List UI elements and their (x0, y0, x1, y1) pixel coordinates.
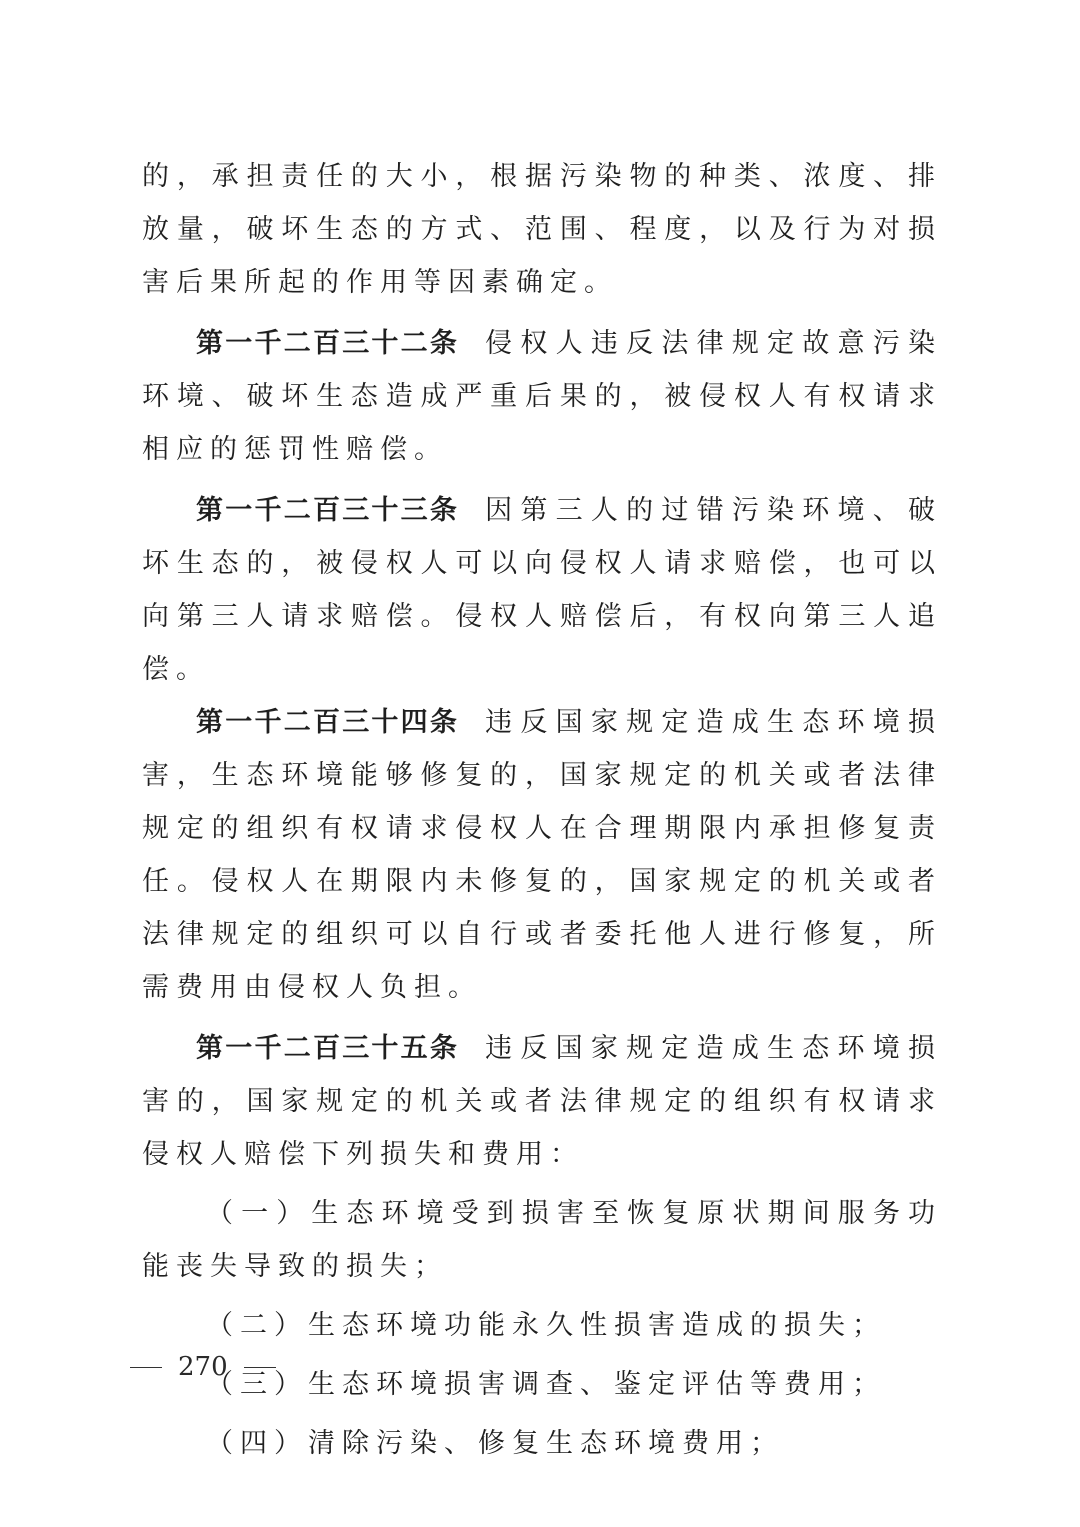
article-heading: 第一千二百三十五条 (196, 1033, 460, 1064)
page-number: 270 (178, 1352, 228, 1382)
article-text: 因第三人的过错污染环境、破坏生态的，被侵权人可以向侵权人请求赔偿，也可以向第三人请求赔偿。侵权人赔偿后，有权向第三人追偿。 (142, 495, 943, 685)
paragraph-text: 的，承担责任的大小，根据污染物的种类、浓度、排放量，破坏生态的方式、范围、程度，以及行为对损害后果所起的作用等因素确定。 (142, 161, 942, 298)
list-item: （一）生态环境受到损害至恢复原状期间服务功能丧失导致的损失； (142, 1198, 942, 1282)
article-text: 违反国家规定造成生态环境损害，生态环境能够修复的，国家规定的机关或者法律规定的组织有权请求侵权人在合理期限内承担修复责任。侵权人在期限内未修复的，国家规定的机关或者法律规定的组织可以自行或者委托他人进行修复，所需费用由侵权人负担。 (142, 707, 943, 1003)
article-text: 违反国家规定造成生态环境损害的，国家规定的机关或者法律规定的组织有权请求侵权人赔偿下列损失和费用： (142, 1033, 943, 1170)
footer-dash-right (244, 1367, 276, 1368)
article-heading: 第一千二百三十三条 (196, 495, 460, 526)
article-heading: 第一千二百三十二条 (196, 328, 460, 359)
article-1234 (142, 696, 942, 1014)
article-1235 (142, 1022, 942, 1181)
list-item: （二）生态环境功能永久性损害造成的损失； (206, 1310, 886, 1341)
article-1232 (142, 317, 942, 476)
list-item: （三）生态环境损害调查、鉴定评估等费用； (206, 1369, 886, 1400)
article-heading: 第一千二百三十四条 (196, 707, 460, 738)
page-footer (130, 1352, 276, 1382)
footer-dash-left (130, 1367, 162, 1368)
list-item: （四）清除污染、修复生态环境费用； (206, 1428, 784, 1459)
article-text: 侵权人违反法律规定故意污染环境、破坏生态造成严重后果的，被侵权人有权请求相应的惩罚性赔偿。 (142, 328, 943, 465)
paragraph-continuation (142, 150, 942, 309)
page-content (142, 150, 942, 1470)
article-1233 (142, 484, 942, 696)
